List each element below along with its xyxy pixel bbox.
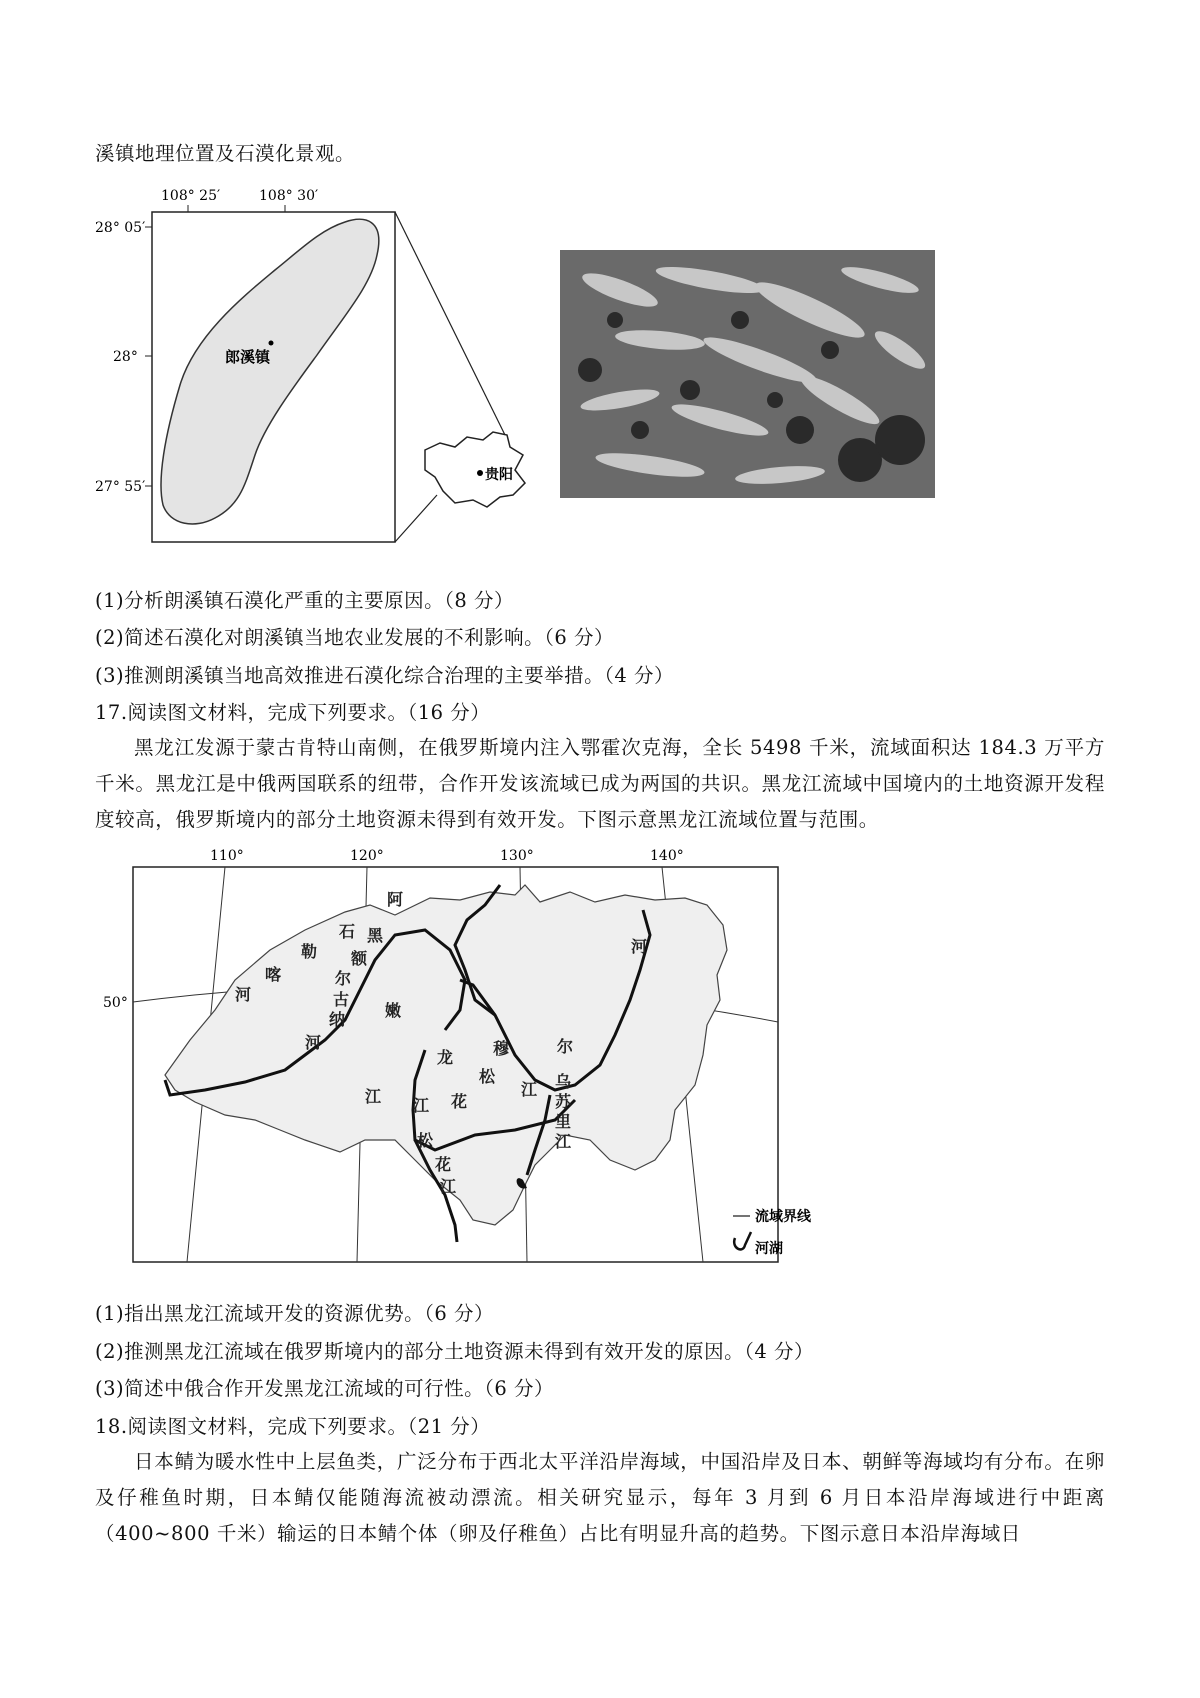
lon-label: 120° (350, 848, 384, 864)
legend-river-lake: 河湖 (755, 1241, 783, 1257)
river-label: 嫩 (385, 1001, 402, 1020)
river-label: 里 (555, 1112, 572, 1131)
river-label: 石 (339, 922, 356, 941)
lon-label: 130° (500, 848, 534, 864)
lon-label: 108° 25′ (161, 188, 221, 204)
q16-item-2: (2)简述石漠化对朗溪镇当地农业发展的不利影响。（6 分） (95, 626, 614, 649)
river-label: 河 (305, 1033, 322, 1052)
river-label: 黑 (367, 926, 384, 945)
inset-label: 贵阳 (485, 467, 513, 483)
river-label: 江 (521, 1080, 538, 1099)
river-label: 纳 (329, 1010, 346, 1029)
q18-paragraph: 日本鲭为暖水性中上层鱼类，广泛分布于西北太平洋沿岸海域，中国沿岸及日本、朝鲜等海域均有分布。在卵及仔稚鱼时期，日本鲭仅能随海流被动漂流。相关研究显示，每年 3 月到 6 月日本沿岸海域进行中距离（400~800 千米）输运的日本鲭个体（卵及仔稚鱼）占比有明显升高的趋势。下图示意日本沿岸海域日 (95, 1450, 1105, 1545)
river-label: 江 (440, 1177, 457, 1196)
river-label: 花 (451, 1092, 468, 1111)
lon-label: 110° (210, 848, 244, 864)
q17-title: 17.阅读图文材料，完成下列要求。（16 分） (95, 701, 491, 724)
q16-item-3: (3)推测朗溪镇当地高效推进石漠化综合治理的主要举措。（4 分） (95, 664, 674, 687)
town-boundary (161, 219, 379, 524)
town-label: 郎溪镇 (225, 348, 271, 366)
river-label: 苏 (555, 1092, 572, 1111)
river-label: 河 (235, 985, 252, 1004)
rocky-desertification-photo (560, 250, 935, 498)
lat-label: 28° (113, 349, 138, 365)
river-label: 穆 (493, 1039, 510, 1058)
river-label: 额 (351, 949, 368, 968)
lon-label: 140° (650, 848, 684, 864)
river-label: 松 (417, 1131, 434, 1150)
river-label: 古 (333, 990, 350, 1009)
river-label: 龙 (437, 1048, 454, 1067)
river-label: 乌 (555, 1072, 572, 1091)
q17-item-3: (3)简述中俄合作开发黑龙江流域的可行性。（6 分） (95, 1377, 554, 1400)
river-label: 松 (479, 1067, 496, 1086)
q17-item-1: (1)指出黑龙江流域开发的资源优势。（6 分） (95, 1302, 494, 1325)
legend-boundary: 流域界线 (755, 1209, 811, 1225)
heilongjiang-basin-map (95, 840, 855, 1280)
langxi-location-map (95, 185, 575, 565)
q16-item-1: (1)分析朗溪镇石漠化严重的主要原因。（8 分） (95, 589, 514, 612)
river-label: 花 (435, 1155, 452, 1174)
lat-label: 50° (103, 995, 128, 1011)
river-label: 勒 (301, 942, 318, 961)
q17-paragraph: 黑龙江发源于蒙古肯特山南侧，在俄罗斯境内注入鄂霍次克海，全长 5498 千米，流域面积达 184.3 万平方千米。黑龙江是中俄两国联系的纽带，合作开发该流域已成为两国的共识。黑龙江流域中国境内的土地资源开发程度较高，俄罗斯境内的部分土地资源未得到有效开发。下图示意黑龙江流域位置与范围。 (95, 736, 1105, 831)
q17-item-2: (2)推测黑龙江流域在俄罗斯境内的部分土地资源未得到有效开发的原因。（4 分） (95, 1340, 814, 1363)
river-label: 阿 (387, 890, 404, 909)
lat-label: 28° 05′ (95, 220, 146, 236)
river-label: 河 (631, 937, 648, 956)
intro-tail-text: 溪镇地理位置及石漠化景观。 (95, 142, 356, 165)
river-label: 尔 (557, 1037, 574, 1056)
river-label: 江 (555, 1132, 572, 1151)
q18-title: 18.阅读图文材料，完成下列要求。（21 分） (95, 1415, 491, 1438)
river-label: 江 (413, 1096, 430, 1115)
lat-label: 27° 55′ (95, 479, 146, 495)
river-label: 江 (365, 1087, 382, 1106)
river-label: 喀 (265, 965, 282, 984)
lon-label: 108° 30′ (259, 188, 319, 204)
river-label: 尔 (335, 969, 352, 988)
